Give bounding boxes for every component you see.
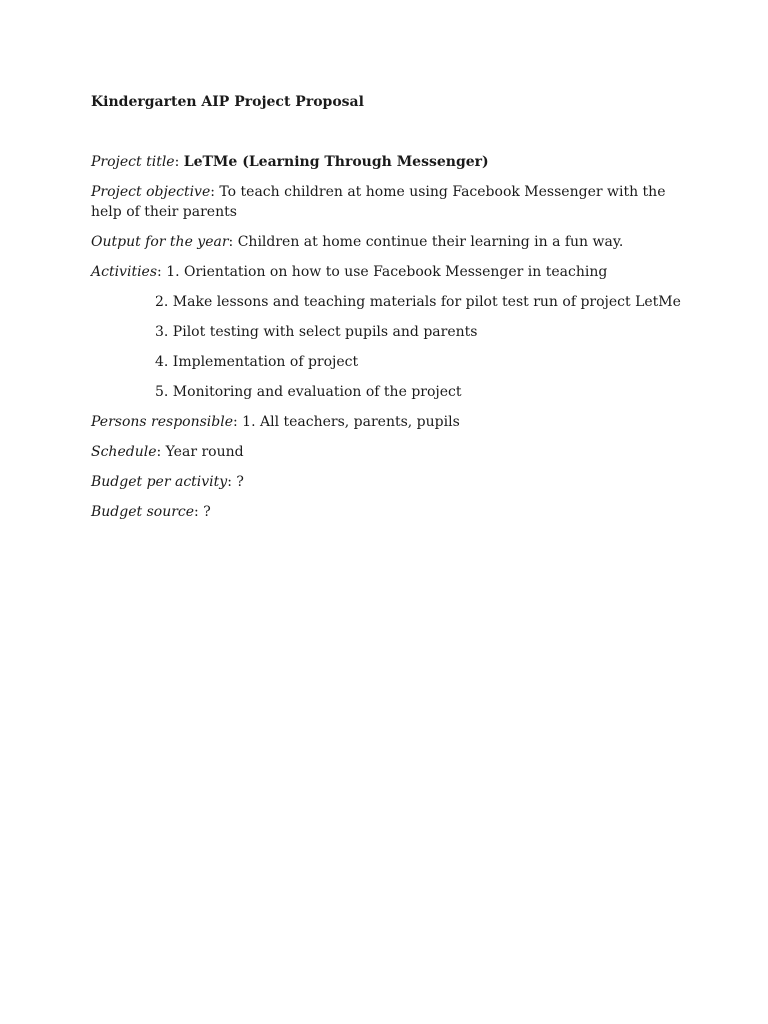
- activity-item-1: Activities: 1. Orientation on how to use Facebook Messenger in teaching: [91, 264, 608, 280]
- activity-text-3: 3. Pilot testing with select pupils and parents: [155, 324, 478, 340]
- project-objective-line: Project objective: To teach children at home using Facebook Messenger with the help of their parents: [91, 184, 666, 220]
- project-objective-value: To teach children at home using Facebook Messenger with the help of their parents: [91, 184, 666, 220]
- budget-source-value: ?: [203, 504, 211, 520]
- project-title-line: Project title: LeTMe (Learning Through Messenger): [91, 154, 489, 170]
- activity-text-5: 5. Monitoring and evaluation of the project: [155, 384, 462, 400]
- output-label: Output for the year: [91, 234, 229, 250]
- document-heading: Kindergarten AIP Project Proposal: [91, 94, 364, 110]
- persons-responsible-value: 1. All teachers, parents, pupils: [242, 414, 460, 430]
- persons-responsible-line: Persons responsible: 1. All teachers, parents, pupils: [91, 414, 460, 430]
- persons-responsible-label: Persons responsible: [91, 414, 233, 430]
- activity-item-2: [91, 292, 691, 312]
- budget-source-label: Budget source: [91, 504, 195, 520]
- budget-per-activity-line: Budget per activity: ?: [91, 474, 244, 490]
- activity-text-1: 1. Orientation on how to use Facebook Messenger in teaching: [166, 264, 608, 280]
- activity-text-2: 2. Make lessons and teaching materials for pilot test run of project LetMe: [155, 294, 681, 310]
- budget-per-activity-value: ?: [236, 474, 244, 490]
- project-title-label: Project title: [91, 154, 175, 170]
- schedule-label: Schedule: [91, 444, 157, 460]
- activity-text-4: 4. Implementation of project: [155, 354, 359, 370]
- activity-item-4: [91, 352, 691, 372]
- budget-per-activity-label: Budget per activity: [91, 474, 228, 490]
- project-title-value: LeTMe (Learning Through Messenger): [183, 154, 489, 170]
- output-value: Children at home continue their learning in a fun way.: [237, 234, 624, 250]
- schedule-value: Year round: [165, 444, 244, 460]
- activity-item-3: [91, 322, 691, 342]
- budget-source-line: Budget source: ?: [91, 504, 211, 520]
- activity-item-5: [91, 382, 691, 402]
- schedule-line: Schedule: Year round: [91, 444, 244, 460]
- output-line: Output for the year: Children at home continue their learning in a fun way.: [91, 234, 624, 250]
- project-objective-label: Project objective: [91, 184, 211, 200]
- activities-label: Activities: [91, 264, 158, 280]
- document-body: [91, 92, 691, 532]
